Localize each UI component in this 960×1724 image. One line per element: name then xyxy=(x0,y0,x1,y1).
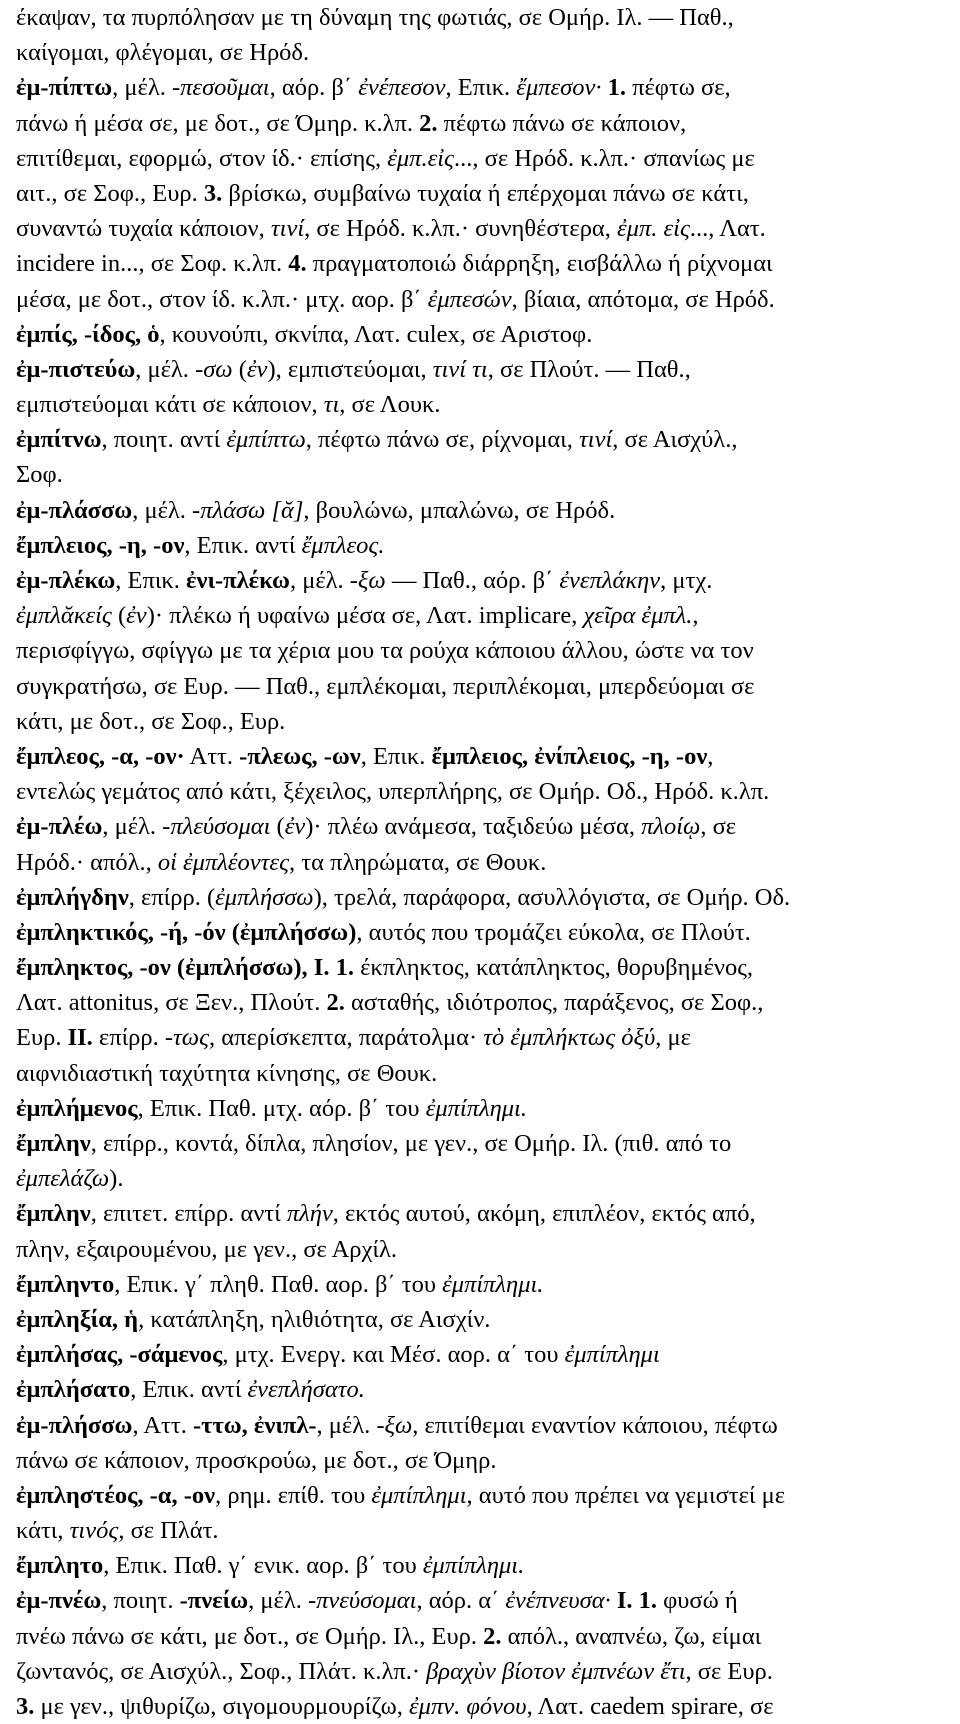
italic-text: ἐμπίπλημι xyxy=(371,1481,467,1509)
headword: ἐμπληξία, ἡ xyxy=(16,1305,139,1333)
italic-text: ἐμπν. φόνου xyxy=(409,1693,527,1720)
headword: ἐμ-πιστεύω xyxy=(16,355,136,383)
italic-text: ἐν xyxy=(284,813,306,841)
italic-text: χεῖρα ἐμπλ. xyxy=(583,602,693,630)
body-text: απόλ., αναπνέω, ζω, είμαι xyxy=(501,1622,762,1650)
text-line xyxy=(16,1267,950,1302)
italic-text: τινί xyxy=(270,215,305,243)
text-line xyxy=(16,915,950,950)
text-line xyxy=(16,1161,950,1196)
headword: ἔμπλειος, ἐνίπλειος, -η, -ον xyxy=(431,742,708,770)
body-text: ζωντανός, σε Αισχύλ., Σοφ., Πλάτ. κ.λπ.· xyxy=(16,1657,427,1685)
body-text: ( xyxy=(111,602,127,630)
headword: ἐμπίς, -ίδος, ὁ xyxy=(16,320,160,348)
headword: ἐμπίτνω xyxy=(16,426,102,454)
italic-text: -ξω xyxy=(376,1411,413,1439)
text-line xyxy=(16,739,950,774)
body-text: , μέλ. xyxy=(248,1587,308,1615)
body-text: , απερίσκεπτα, παράτολμα· xyxy=(209,1024,484,1052)
body-text: , εκτός αυτού, ακόμη, επιπλέον, εκτός από, xyxy=(332,1200,756,1228)
italic-text: ἐνέπνευσα· xyxy=(505,1587,611,1615)
body-text: πάνω ή μέσα σε, με δοτ., σε Όμηρ. κ.λπ. xyxy=(16,109,420,137)
italic-text: -πλεύσομαι xyxy=(162,813,271,841)
italic-text: ἐνεπλάκην xyxy=(559,567,661,594)
italic-text: -πλάσω [ᾰ] xyxy=(192,496,304,524)
text-line xyxy=(16,1513,950,1548)
text-line xyxy=(16,493,950,528)
body-text: , Επικ. αντί xyxy=(130,1376,248,1404)
body-text: πάνω σε κάποιον, προσκρούω, με δοτ., σε Όμηρ. xyxy=(16,1446,497,1474)
text-line xyxy=(16,880,950,915)
body-text: , Επικ. xyxy=(115,567,187,594)
italic-text: ἔμπλεος. xyxy=(301,531,385,559)
italic-text: -πνεύσομαι xyxy=(307,1587,417,1615)
headword: ἔμπλην xyxy=(16,1200,91,1228)
headword: 2. xyxy=(326,989,345,1017)
text-line xyxy=(16,1056,950,1091)
headword: 4. xyxy=(288,250,307,278)
body-text: , επίρρ. ( xyxy=(128,883,216,911)
body-text: κάτι, με δοτ., σε Σοφ., Ευρ. xyxy=(16,707,286,735)
body-text: , κουνούπι, σκνίπα, Λατ. culex, σε Αριστοφ. xyxy=(159,320,593,348)
body-text: , ποιητ. xyxy=(101,1587,180,1615)
body-text: αιτ., σε Σοφ., Ευρ. xyxy=(16,179,204,207)
italic-text: ἐμπίπλημι. xyxy=(422,1552,525,1580)
body-text: , αυτός που τρομάζει εύκολα, σε Πλούτ. xyxy=(356,918,751,946)
body-text: Λατ. attonitus, σε Ξεν., Πλούτ. xyxy=(16,989,327,1017)
body-text: , Επικ. xyxy=(445,74,517,102)
body-text: πραγματοποιώ διάρρηξη, εισβάλλω ή ρίχνομαι xyxy=(306,250,773,278)
italic-text: ἐμπίπτω xyxy=(226,426,306,454)
text-line xyxy=(16,598,950,633)
text-line xyxy=(16,1020,950,1055)
body-text: , βίαια, απότομα, σε Ηρόδ. xyxy=(511,285,775,313)
body-text: , μέλ. xyxy=(135,355,196,383)
body-text: συναντώ τυχαία κάποιον, xyxy=(16,215,271,243)
italic-text: ἔμπεσον· xyxy=(516,74,602,102)
italic-text: ἐμπελάζω xyxy=(16,1165,110,1193)
body-text: , Επικ. γ΄ πληθ. Παθ. αορ. β΄ του xyxy=(114,1270,443,1298)
body-text: βρίσκω, συμβαίνω τυχαία ή επέρχομαι πάνω σε κάτι, xyxy=(222,179,749,207)
headword: 3. xyxy=(203,179,223,207)
body-text: , μέλ. xyxy=(132,496,193,524)
headword: ἐμπληστέος, -α, -ον xyxy=(16,1481,216,1509)
text-line xyxy=(16,246,950,281)
italic-text: τὸ ἐμπλήκτως ὀξύ xyxy=(483,1024,656,1052)
italic-text: ἐμπλήσσω xyxy=(215,883,314,911)
body-text: έκαψαν, τα πυρπόλησαν με τη δύναμη της φωτιάς, σε Ομήρ. Ιλ. — Παθ., xyxy=(16,4,734,31)
headword: -ττω, ἐνιπλ- xyxy=(193,1411,317,1439)
text-line xyxy=(16,1478,950,1513)
body-text: ..., σε Ηρόδ. κ.λπ.· σπανίως με xyxy=(453,144,755,172)
text-line xyxy=(16,1126,950,1161)
body-text: , αόρ. β΄ xyxy=(269,74,359,102)
body-text: , xyxy=(692,602,699,630)
text-line xyxy=(16,1619,950,1654)
body-text: , κατάπληξη, ηλιθιότητα, σε Αισχίν. xyxy=(138,1305,491,1333)
text-line xyxy=(16,950,950,985)
body-text: , Επικ. xyxy=(360,742,432,770)
body-text: πλην, εξαιρουμένου, με γεν., σε Αρχίλ. xyxy=(16,1235,397,1263)
text-line xyxy=(16,985,950,1020)
italic-text: ἐμπίπλημι. xyxy=(425,1094,527,1122)
body-text: εντελώς γεμάτος από κάτι, ξέχειλος, υπερπλήρης, σε Ομήρ. Οδ., Ηρόδ. κ.λπ. xyxy=(16,778,770,806)
body-text: , επιτετ. επίρρ. αντί xyxy=(90,1200,287,1228)
body-text: Αττ. xyxy=(184,742,240,770)
body-text: , σε Αισχύλ., xyxy=(612,426,738,454)
text-line xyxy=(16,1302,950,1337)
body-text: , σε Ηρόδ. κ.λπ.· συνηθέστερα, xyxy=(304,215,618,243)
headword: ἐμπλήσας, -σάμενος xyxy=(16,1341,223,1369)
body-text: , μέλ. xyxy=(102,813,163,841)
body-text: καίγομαι, φλέγομαι, σε Ηρόδ. xyxy=(16,39,310,67)
headword: ἐμ-πίπτω xyxy=(16,74,113,102)
body-text: φυσώ ή xyxy=(657,1587,738,1615)
body-text: , σε xyxy=(700,813,737,841)
body-text: έκπληκτος, κατάπληκτος, θορυβημένος, xyxy=(353,954,754,982)
text-line xyxy=(16,1408,950,1443)
headword: ἐμ-πλήσσω xyxy=(16,1411,133,1439)
text-line xyxy=(16,774,950,809)
body-text: ..., Λατ. xyxy=(689,215,766,243)
text-line xyxy=(16,528,950,563)
text-line xyxy=(16,141,950,176)
body-text: επίρρ. xyxy=(92,1024,165,1052)
italic-text: ἐνέπεσον xyxy=(358,74,446,102)
body-text: , xyxy=(707,742,714,770)
body-text: , με xyxy=(655,1024,691,1052)
body-text: )· πλέκω ή υφαίνω μέσα σε, Λατ. implicare, xyxy=(146,602,584,630)
body-text: , σε Πλάτ. xyxy=(118,1517,219,1545)
text-line xyxy=(16,669,950,704)
body-text: επιτίθεμαι, εφορμώ, στον ίδ.· επίσης, xyxy=(16,144,388,172)
body-text: ). xyxy=(109,1165,124,1193)
headword: ἐμπλήσατο xyxy=(16,1376,131,1404)
text-line xyxy=(16,317,950,352)
body-text: κάτι, xyxy=(16,1517,70,1545)
body-text: ( xyxy=(232,355,247,383)
italic-text: -τως xyxy=(164,1024,210,1052)
text-line xyxy=(16,1372,950,1407)
text-line xyxy=(16,35,950,70)
text-line xyxy=(16,0,950,35)
body-text: περισφίγγω, σφίγγω με τα χέρια μου τα ρούχα κάποιου άλλου, ώστε να τον xyxy=(16,637,754,665)
headword: ἐνι-πλέκω xyxy=(186,567,290,594)
headword: ἔμπλην xyxy=(16,1130,91,1157)
body-text: Σοφ. xyxy=(16,461,63,489)
italic-text: βραχὺν βίοτον ἐμπνέων ἔτι xyxy=(426,1657,686,1685)
headword: ἐμ-πλέκω xyxy=(16,567,116,594)
body-text: Ευρ. xyxy=(16,1024,68,1052)
text-line xyxy=(16,106,950,141)
body-text: πέφτω σε, xyxy=(626,74,731,102)
text-line xyxy=(16,1583,950,1618)
text-line xyxy=(16,1091,950,1126)
italic-text: ἐμπ.εἰς xyxy=(387,144,454,172)
text-line xyxy=(16,176,950,211)
body-text: , μτχ. xyxy=(660,567,713,594)
headword: -πνείω xyxy=(179,1587,249,1615)
body-text: , σε Ευρ. xyxy=(685,1657,773,1685)
body-text: εμπιστεύομαι κάτι σε κάποιον, xyxy=(16,391,324,419)
text-line xyxy=(16,422,950,457)
text-line xyxy=(16,1443,950,1478)
text-line xyxy=(16,70,950,105)
body-text: , Επικ. αντί xyxy=(184,531,302,559)
headword: ἔμπλειος, -η, -ον xyxy=(16,531,185,559)
headword: ἔμπλεος, -α, -ον· xyxy=(16,742,185,770)
headword: ἐμπλήγδην xyxy=(16,883,129,911)
body-text: ), εμπιστεύομαι, xyxy=(267,355,433,383)
body-text: , επιτίθεμαι εναντίον κάποιου, πέφτω xyxy=(412,1411,778,1439)
text-line xyxy=(16,1654,950,1689)
headword: -πλεως, -ων xyxy=(239,742,361,770)
body-text: πνέω πάνω σε κάτι, με δοτ., σε Ομήρ. Ιλ., Ευρ. xyxy=(16,1622,484,1650)
body-text: συγκρατήσω, σε Ευρ. — Παθ., εμπλέκομαι, περιπλέκομαι, μπερδεύομαι σε xyxy=(16,672,755,700)
body-text: πέφτω πάνω σε κάποιον, xyxy=(437,109,687,137)
italic-text: -σω xyxy=(195,355,233,383)
body-text: , σε Λουκ. xyxy=(339,391,441,419)
body-text: , μέλ. xyxy=(289,567,350,594)
headword: I. 1. xyxy=(616,1587,658,1615)
body-text: αιφνιδιαστική ταχύτητα κίνησης, σε Θουκ. xyxy=(16,1059,438,1087)
headword: 2. xyxy=(419,109,438,137)
body-text: , αυτό που πρέπει να γεμιστεί με xyxy=(466,1481,786,1509)
headword: 3. xyxy=(16,1693,35,1720)
text-line xyxy=(16,387,950,422)
italic-text: τινός xyxy=(69,1517,119,1545)
headword: ἐμπλήμενος xyxy=(16,1094,138,1122)
headword: ἐμπληκτικός, -ή, -όν (ἐμπλήσσω) xyxy=(16,918,357,946)
body-text: ( xyxy=(270,813,285,841)
italic-text: τινί xyxy=(579,426,613,454)
italic-text: πλοίῳ xyxy=(641,813,701,841)
text-line xyxy=(16,704,950,739)
body-text: , Αττ. xyxy=(132,1411,193,1439)
italic-text: ἐν xyxy=(126,602,147,630)
text-line xyxy=(16,1232,950,1267)
headword: ἐμ-πλέω xyxy=(16,813,103,841)
italic-text: ἐνεπλήσατο. xyxy=(247,1376,365,1404)
text-line xyxy=(16,845,950,880)
headword: ἔμπληκτος, -ον (ἐμπλήσσω), I. 1. xyxy=(16,954,354,982)
body-text: , μέλ. xyxy=(316,1411,377,1439)
text-line xyxy=(16,352,950,387)
text-line xyxy=(16,1337,950,1372)
body-text: ασταθής, ιδιότροπος, παράξενος, σε Σοφ., xyxy=(344,989,764,1017)
body-text: , Επικ. Παθ. μτχ. αόρ. β΄ του xyxy=(137,1094,426,1122)
italic-text: ἐμπίπλημι. xyxy=(442,1270,544,1298)
text-line xyxy=(16,211,950,246)
headword: 2. xyxy=(483,1622,502,1650)
headword: ἐμ-πνέω xyxy=(16,1587,102,1615)
body-text: με γεν., ψιθυρίζω, σιγομουρμουρίζω, xyxy=(34,1693,410,1720)
text-line xyxy=(16,457,950,492)
text-line xyxy=(16,563,950,598)
body-text: , ποιητ. αντί xyxy=(101,426,227,454)
body-text: , αόρ. α΄ xyxy=(416,1587,506,1615)
body-text: , επίρρ., κοντά, δίπλα, πλησίον, με γεν., σε Ομήρ. Ιλ. (πιθ. από το xyxy=(90,1130,732,1157)
body-text: μέσα, με δοτ., στον ίδ. κ.λπ.· μτχ. αορ. β΄ xyxy=(16,285,428,313)
italic-text: -ξω xyxy=(349,567,386,594)
body-text: , τα πληρώματα, σε Θουκ. xyxy=(289,848,547,876)
body-text: , Επικ. Παθ. γ΄ ενικ. αορ. β΄ του xyxy=(103,1552,423,1580)
text-line xyxy=(16,1196,950,1231)
body-text: , βουλώνω, μπαλώνω, σε Ηρόδ. xyxy=(303,496,616,524)
body-text: Ηρόδ.· απόλ., xyxy=(16,848,158,876)
headword: 1. xyxy=(607,74,627,102)
text-line xyxy=(16,633,950,668)
italic-text: πλήν xyxy=(286,1200,333,1228)
headword: ἔμπλητο xyxy=(16,1552,104,1580)
body-text: , σε Πλούτ. — Παθ., xyxy=(487,355,691,383)
body-text: ), τρελά, παράφορα, ασυλλόγιστα, σε Ομήρ. Οδ. xyxy=(313,883,791,911)
italic-text: ἐμπεσών xyxy=(427,285,512,313)
italic-text: -πεσοῦμαι xyxy=(171,74,270,102)
italic-text: ἐν xyxy=(246,355,268,383)
italic-text: οἱ ἐμπλέοντες xyxy=(157,848,290,876)
body-text: , μέλ. xyxy=(112,74,172,102)
body-text: — Παθ., αόρ. β΄ xyxy=(385,567,560,594)
body-text: , ρημ. επίθ. του xyxy=(215,1481,372,1509)
body-text: )· πλέω ανάμεσα, ταξιδεύω μέσα, xyxy=(305,813,642,841)
italic-text: ἐμπίπλημι xyxy=(564,1341,660,1369)
italic-text: ἐμπλᾰκείς xyxy=(16,602,112,630)
text-line xyxy=(16,1548,950,1583)
italic-text: τινί τι xyxy=(432,355,488,383)
headword: II. xyxy=(67,1024,93,1052)
body-text: , πέφτω πάνω σε, ρίχνομαι, xyxy=(305,426,580,454)
italic-text: τι xyxy=(323,391,340,419)
body-text: incidere in..., σε Σοφ. κ.λπ. xyxy=(16,250,289,278)
text-line xyxy=(16,809,950,844)
body-text: , μτχ. Ενεργ. και Μέσ. αορ. α΄ του xyxy=(222,1341,565,1369)
text-line xyxy=(16,282,950,317)
italic-text: ἐμπ. εἰς xyxy=(617,215,690,243)
headword: ἐμ-πλάσσω xyxy=(16,496,133,524)
headword: ἔμπληντο xyxy=(16,1270,115,1298)
body-text: , Λατ. caedem spirare, σε xyxy=(526,1693,774,1720)
